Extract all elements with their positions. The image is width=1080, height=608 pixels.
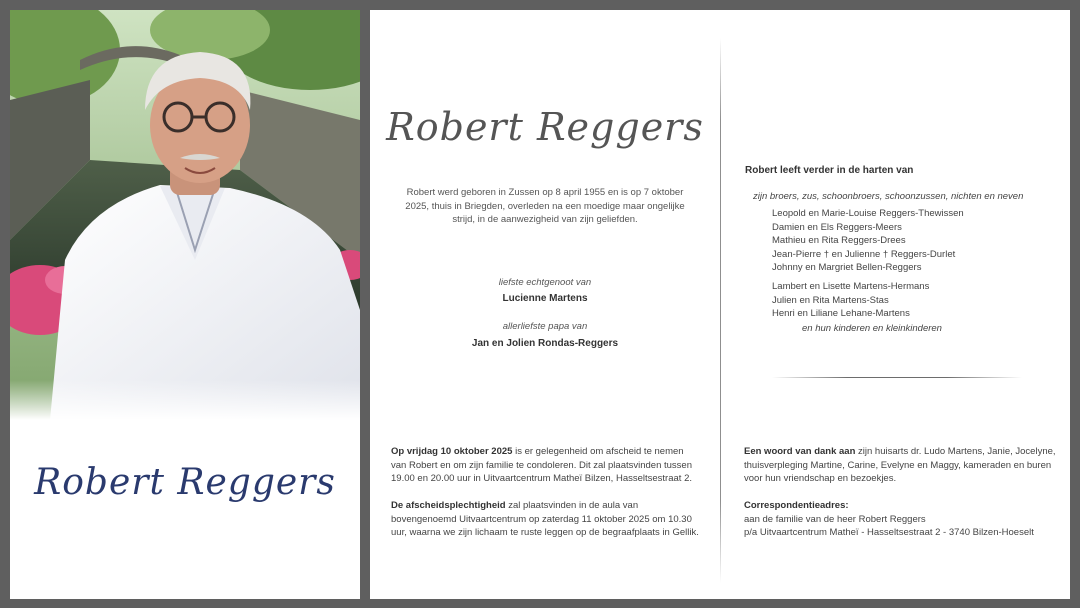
- inside-card: [370, 10, 1070, 599]
- family-member: Leopold en Marie-Louise Reggers-Thewissen: [772, 208, 964, 219]
- fold-divider: [720, 38, 721, 583]
- funeral-label: De afscheidsplechtigheid: [391, 500, 506, 511]
- portrait-photo: [10, 10, 360, 420]
- family-member: Damien en Els Reggers-Meers: [772, 221, 902, 233]
- thanks-paragraph: [744, 445, 1056, 486]
- funeral-paragraph: [391, 499, 701, 540]
- father-label: allerliefste papa van: [502, 321, 588, 332]
- family-list-martens: [772, 280, 1052, 321]
- correspondence-block: [744, 499, 1064, 540]
- bio-text: Robert werd geboren in Zussen op 8 april 1955 en is op 7 oktober 2025, thuis in Briegden, overleden na een moedige maar ongelijke strijd, in de aanwezigheid van zijn geliefden.: [405, 187, 685, 225]
- correspondence-label: Correspondentieadres:: [744, 500, 849, 511]
- remembered-heading: Robert leeft verder in de harten van: [745, 165, 914, 176]
- family-member: Mathieu en Rita Reggers-Drees: [772, 235, 906, 247]
- decorative-rule: [772, 377, 1022, 378]
- family-member: Johnny en Margriet Bellen-Reggers: [772, 262, 922, 274]
- thanks-text: zijn huisarts dr. Ludo Martens, Janie, Jocelyne, thuisverpleging Martine, Carine, Evelyne en Maggy, kameraden en buren voor hun vriendschap en bezoekjes.: [744, 446, 1056, 484]
- family-member: Henri en Liliane Lehane-Martens: [772, 308, 910, 320]
- spouse-name: Lucienne Martens: [502, 293, 588, 304]
- correspondence-line-2: p/a Uitvaartcentrum Matheï - Hasseltsestraat 2 - 3740 Bilzen-Hoeselt: [744, 527, 1034, 538]
- front-name: Robert Reggers: [34, 462, 336, 503]
- inside-name: Robert Reggers: [386, 105, 704, 149]
- children-names: Jan en Jolien Rondas-Reggers: [471, 338, 619, 349]
- front-card: [10, 10, 360, 599]
- visitation-date: Op vrijdag 10 oktober 2025: [391, 446, 513, 457]
- correspondence-line-1: aan de familie van de heer Robert Reggers: [744, 513, 926, 525]
- family-subheading: zijn broers, zus, schoonbroers, schoonzussen, nichten en neven: [753, 191, 1024, 202]
- family-closing: en hun kinderen en kleinkinderen: [802, 323, 942, 334]
- visitation-text: is er gelegenheid om afscheid te nemen van Robert en om zijn familie te condoleren. Dit zal plaatsvinden tussen 19.00 en 20.00 uur in Uitvaartcentrum Matheï Bilzen, Hasseltsestraat 2.: [391, 446, 692, 484]
- family-member: Julien en Rita Martens-Stas: [772, 294, 889, 306]
- family-member: Lambert en Lisette Martens-Hermans: [772, 281, 930, 292]
- family-member: Jean-Pierre † en Julienne † Reggers-Durlet: [772, 248, 956, 260]
- visitation-paragraph: [391, 445, 701, 486]
- family-list-reggers: [772, 207, 1052, 275]
- spouse-label: liefste echtgenoot van: [498, 277, 592, 288]
- funeral-text: zal plaatsvinden in de aula van bovengenoemd Uitvaartcentrum op zaterdag 11 oktober 2025 om 10.30 uur, waarna we zijn lichaam te ruste leggen op de begraafplaats in Gellik.: [391, 500, 699, 538]
- thanks-label: Een woord van dank aan: [744, 446, 856, 457]
- photo-fade: [10, 380, 360, 420]
